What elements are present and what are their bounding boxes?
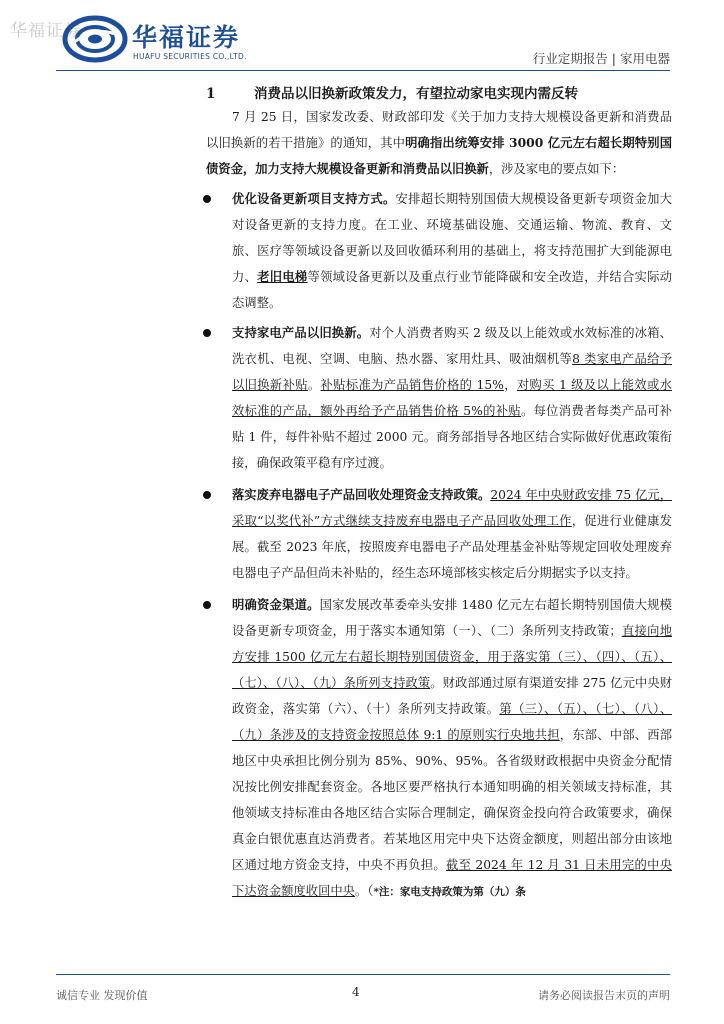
footer-disclaimer: 请务必阅读报告末页的声明 — [538, 989, 670, 1002]
bullet-text: 。每位消费者每类产品可补贴 1 件，每件补贴不超过 2000 元。商务部指导各地区结合实际做好优惠政策衔接，确保政策平稳有序过渡。 — [232, 404, 672, 470]
logo-chinese-name: 华福证券 — [132, 23, 241, 52]
bullet-text: ， — [503, 378, 517, 392]
bullet-text: 。财政部通过原有渠道安排 275 亿元中央财政资金，落实第（六）、（十）条所列支持政策。 — [232, 676, 672, 716]
bullet-text: 对个人消费者购买 2 级及以上能效或水效标准的冰箱、洗衣机、电视、空调、电脑、热水器、家用灶具、吸油烟机等 — [232, 326, 672, 366]
bullet-dot-icon — [203, 601, 211, 609]
bullet-underline: 直接向地方安排 1500 亿元左右超长期特别国债资金，用于落实第（三）、（四）、（五）、（七）、（八）、（九）条所列支持政策 — [232, 624, 672, 690]
logo-emblem-icon — [62, 14, 128, 64]
bullet-text: ，东部、中部、西部地区中央承担比例分别为 85%、90%、95%。各省级财政根据中央资金分配情况按比例安排配套资金。各地区要严格执行本通知明确的相关领域支持标准，其他领域支持标准由各地区结合实际合理制定，确保资金投向符合政策要求，确保真金白银优惠直达消费者。若某地区用完中央下达资金额度，则超出部分由该地区通过地方资金支持，中央不再负担。 — [232, 728, 672, 872]
bullet-underline: 补贴标准为产品销售价格的 15% — [320, 378, 504, 392]
bullet-dot-icon — [203, 195, 211, 203]
bullet-title: 优化设备更新项目支持方式。 — [232, 191, 396, 206]
bullet-underline: 8 类家电产品给予以旧换新补贴 — [232, 352, 672, 392]
watermark: 华福证券 — [10, 21, 82, 41]
bullet-text: 安排超长期特别国债大规模设备更新专项资金加大对设备更新的支持力度。在工业、环境基础设施、交通运输、物流、教育、文旅、医疗等领域设备更新以及回收循环利用的基础上，将支持范围扩大到能源电力、 — [232, 192, 672, 284]
bullet-equipment-renewal — [206, 186, 672, 316]
page-number: 4 — [352, 985, 360, 999]
report-type: 行业定期报告 | 家用电器 — [532, 51, 670, 66]
bullet-dot-icon — [203, 491, 211, 499]
bullet-text: 。（ — [354, 884, 374, 898]
logo-english-name: HUAFU SECURITIES CO.,LTD. — [133, 52, 247, 61]
bullet-emphasis: 老旧电梯 — [257, 269, 308, 284]
intro-paragraph — [206, 104, 672, 182]
bullet-text: 等领域设备更新以及重点行业节能降碳和安全改造，并结合实际动态调整。 — [232, 270, 672, 310]
intro-bold: 明确指出统筹安排 3000 亿元左右超长期特别国债资金，加力支持大规模设备更新和消费品以旧换新 — [206, 135, 672, 176]
bullet-title: 支持家电产品以旧换新。 — [232, 325, 370, 340]
footer-slogan: 诚信专业 发现价值 — [56, 989, 148, 1002]
bullet-underline: 对购买 1 级及以上能效或水效标准的产品，额外再给予产品销售价格 5%的补贴 — [232, 378, 672, 418]
bullet-note: *注：家电支持政策为第（九）条 — [373, 886, 526, 898]
footer-divider — [56, 974, 670, 975]
bullet-title: 落实废弃电器电子产品回收处理资金支持政策。 — [232, 487, 491, 502]
bullet-appliance-trade-in — [206, 320, 672, 476]
bullet-text: 国家发展改革委牵头安排 1480 亿元左右超长期特别国债大规模设备更新专项资金，用于落实本通知第（一）、（二）条所列支持政策； — [232, 598, 672, 638]
section-number: 1 — [206, 86, 216, 102]
intro-text: 7 月 25 日，国家发改委、财政部印发《关于加力支持大规模设备更新和消费品以旧换新的若干措施》的通知，其中 — [206, 110, 672, 150]
bullet-text: ，促进行业健康发展。截至 2023 年底，按照废弃电器电子产品处理基金补贴等规定回收处理废弃电器电子产品但尚未补贴的，经生态环境部核实核定后分期据实予以支持。 — [232, 514, 672, 580]
bullet-recycling-funds — [206, 482, 672, 586]
section-title: 消费品以旧换新政策发力，有望拉动家电实现内需反转 — [254, 86, 578, 102]
section-heading — [206, 82, 578, 102]
bullet-underline: 2024 年中央财政安排 75 亿元，采取“以奖代补”方式继续支持废弃电器电子产品回收处理工作 — [232, 488, 672, 528]
bullet-text: 。 — [307, 378, 321, 392]
company-logo — [62, 14, 272, 66]
bullet-underline: 截至 2024 年 12 月 31 日未用完的中央下达资金额度收回中央 — [232, 858, 672, 898]
bullet-dot-icon — [203, 329, 211, 337]
bullet-underline: 第（三）、（五）、（七）、（八）、（九）条涉及的支持资金按照总体 9:1 的原则实行央地共担 — [232, 702, 673, 742]
bullet-title: 明确资金渠道。 — [232, 597, 320, 612]
intro-text-end: ，涉及家电的要点如下： — [488, 162, 625, 176]
header-divider — [56, 70, 670, 71]
bullet-funding-channels — [206, 592, 672, 905]
